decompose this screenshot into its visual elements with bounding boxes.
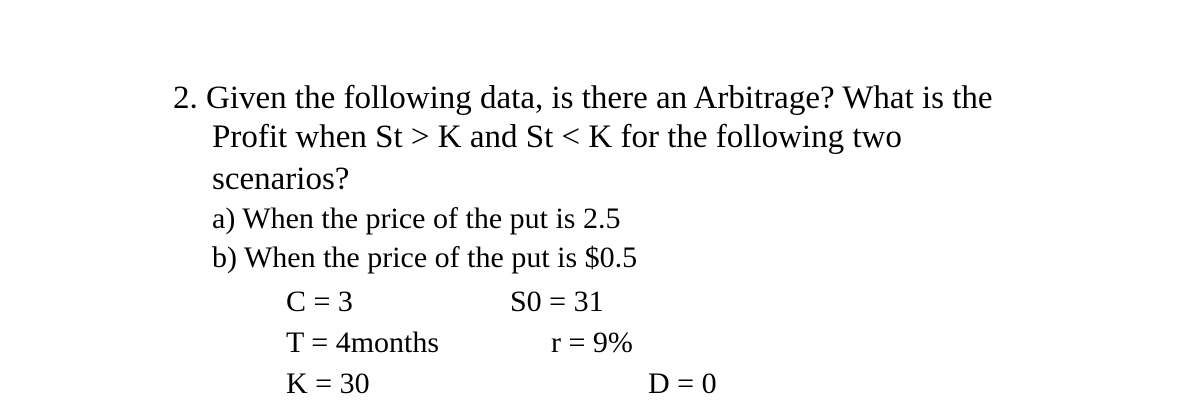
- variable-c: C = 3: [286, 285, 353, 318]
- question-line-3: scenarios?: [212, 161, 350, 197]
- variable-r: r = 9%: [551, 326, 633, 359]
- scenario-a: a) When the price of the put is 2.5: [212, 202, 621, 235]
- variable-s0: S0 = 31: [510, 285, 604, 318]
- variable-k: K = 30: [286, 367, 370, 400]
- variable-t: T = 4months: [286, 326, 440, 359]
- question-line-1: 2. Given the following data, is there an Arbitrage? What is the: [173, 80, 993, 116]
- question-line-2: Profit when St > K and St < K for the following two: [212, 119, 902, 155]
- variable-d: D = 0: [648, 367, 717, 400]
- scenario-b: b) When the price of the put is $0.5: [212, 241, 638, 274]
